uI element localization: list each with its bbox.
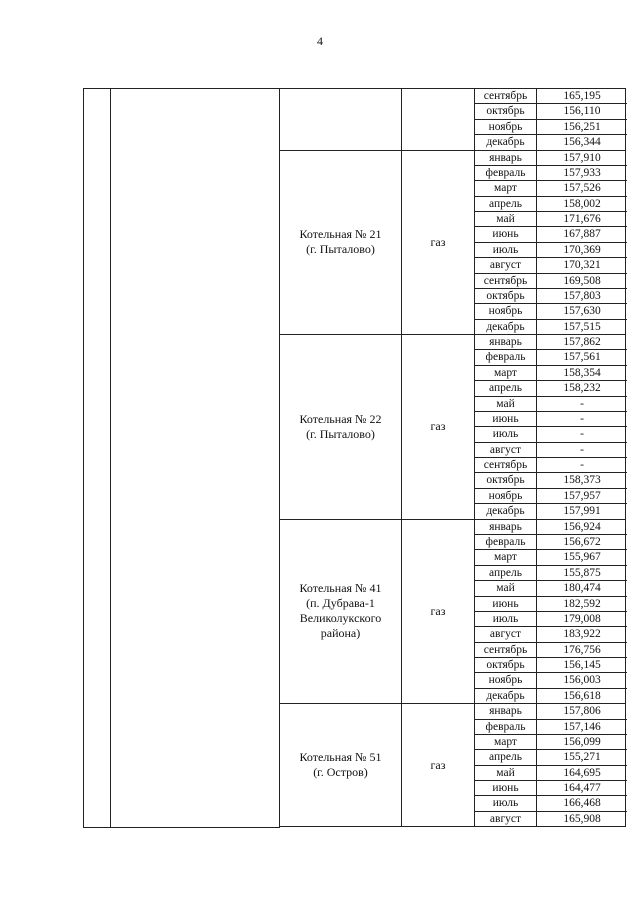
month-cell: март: [475, 181, 537, 195]
value-cell: 171,676: [563, 213, 601, 226]
boiler-name: Котельная № 22 (г. Пыталово): [280, 335, 402, 519]
table-row: [475, 489, 627, 504]
value-cell: 164,477: [563, 782, 601, 795]
month-cell: май: [475, 397, 537, 411]
table-row: [475, 274, 627, 289]
boiler-name: Котельная № 51 (г. Остров): [280, 704, 402, 826]
fuel-type: газ: [402, 335, 475, 519]
value-cell: 156,145: [563, 659, 601, 671]
value-cell: 155,271: [563, 751, 601, 764]
table-row: [475, 335, 627, 350]
month-cell: апрель: [475, 566, 537, 580]
value-cell: 158,232: [563, 382, 601, 395]
month-cell: ноябрь: [475, 120, 537, 134]
value-cell: 182,592: [563, 597, 601, 610]
table-row: [475, 212, 627, 227]
table-row: [475, 258, 627, 273]
month-cell: ноябрь: [475, 304, 537, 318]
value-cell: 156,344: [563, 136, 601, 149]
value-cell: 156,099: [563, 735, 601, 748]
monthly-rows: [475, 704, 627, 826]
month-cell: февраль: [475, 350, 537, 364]
table-row: [475, 781, 627, 796]
month-cell: август: [475, 443, 537, 457]
table-row: [475, 120, 627, 135]
table-row: [475, 720, 627, 735]
value-cell: 179,008: [563, 612, 601, 625]
month-cell: февраль: [475, 535, 537, 549]
month-cell: январь: [475, 151, 537, 165]
value-cell: -: [580, 443, 584, 456]
table-row: [475, 243, 627, 258]
table-row: [475, 151, 627, 166]
value-cell: 166,468: [563, 797, 601, 810]
table-row: [475, 412, 627, 427]
table-row: [475, 566, 627, 581]
value-cell: 157,933: [563, 166, 601, 179]
value-cell: 155,875: [563, 566, 601, 579]
month-cell: май: [475, 212, 537, 226]
table-row: [475, 366, 627, 381]
value-cell: 183,922: [563, 628, 601, 641]
value-cell: 180,474: [563, 582, 601, 595]
month-cell: май: [475, 766, 537, 780]
month-cell: август: [475, 627, 537, 641]
value-cell: 157,515: [563, 320, 601, 333]
monthly-rows: [475, 151, 627, 335]
month-cell: июль: [475, 796, 537, 810]
value-cell: 158,373: [563, 474, 601, 487]
table-row: [475, 796, 627, 811]
month-cell: сентябрь: [475, 274, 537, 288]
table-row: [475, 473, 627, 488]
value-cell: 176,756: [563, 643, 601, 656]
boiler-name: Котельная № 21 (г. Пыталово): [280, 151, 402, 335]
boiler-block: [279, 519, 626, 705]
value-cell: 156,251: [563, 120, 601, 133]
table-row: [475, 135, 627, 150]
table-row: [475, 766, 627, 781]
table-column-organization: [110, 88, 280, 828]
month-cell: январь: [475, 520, 537, 534]
month-cell: февраль: [475, 166, 537, 180]
value-cell: 157,526: [563, 182, 601, 195]
month-cell: апрель: [475, 750, 537, 764]
table-row: [475, 89, 627, 104]
fuel-type: [402, 89, 475, 150]
value-cell: 157,957: [563, 489, 601, 502]
table-row: [475, 397, 627, 412]
value-cell: 156,003: [563, 674, 601, 687]
month-cell: октябрь: [475, 473, 537, 487]
table-row: [475, 597, 627, 612]
month-cell: март: [475, 366, 537, 380]
month-cell: октябрь: [475, 289, 537, 303]
boiler-block: [279, 88, 626, 151]
monthly-rows: [475, 520, 627, 704]
fuel-type: газ: [402, 704, 475, 826]
table-row: [475, 673, 627, 688]
table-row: [475, 704, 627, 719]
month-cell: декабрь: [475, 689, 537, 704]
table-row: [475, 581, 627, 596]
table-row: [475, 612, 627, 627]
month-cell: июнь: [475, 412, 537, 426]
table-row: [475, 320, 627, 335]
month-cell: апрель: [475, 381, 537, 395]
month-cell: сентябрь: [475, 89, 537, 103]
table-row: [475, 812, 627, 827]
month-cell: декабрь: [475, 504, 537, 519]
value-cell: -: [580, 397, 584, 410]
value-cell: 157,806: [563, 705, 601, 718]
value-cell: 164,695: [563, 766, 601, 779]
month-cell: декабрь: [475, 320, 537, 335]
month-cell: сентябрь: [475, 458, 537, 472]
table-row: [475, 535, 627, 550]
table-row: [475, 181, 627, 196]
table-row: [475, 289, 627, 304]
table-row: [475, 520, 627, 535]
value-cell: 157,630: [563, 305, 601, 318]
value-cell: 158,354: [563, 366, 601, 379]
page-number: 4: [317, 34, 323, 48]
fuel-type: газ: [402, 520, 475, 704]
month-cell: сентябрь: [475, 643, 537, 657]
table-row: [475, 735, 627, 750]
month-cell: май: [475, 581, 537, 595]
value-cell: 158,002: [563, 197, 601, 210]
table-row: [475, 504, 627, 519]
value-cell: -: [580, 459, 584, 472]
boiler-block: [279, 150, 626, 336]
table-row: [475, 197, 627, 212]
boiler-name: Котельная № 41 (п. Дубрава-1 Великолукского района): [280, 520, 402, 704]
table-row: [475, 443, 627, 458]
month-cell: август: [475, 812, 537, 827]
month-cell: июль: [475, 427, 537, 441]
month-cell: июнь: [475, 781, 537, 795]
month-cell: октябрь: [475, 658, 537, 672]
table-row: [475, 658, 627, 673]
month-cell: август: [475, 258, 537, 272]
table-row: [475, 750, 627, 765]
table-row: [475, 350, 627, 365]
month-cell: декабрь: [475, 135, 537, 150]
month-cell: апрель: [475, 197, 537, 211]
month-cell: март: [475, 735, 537, 749]
value-cell: 170,369: [563, 243, 601, 256]
month-cell: ноябрь: [475, 673, 537, 687]
month-cell: январь: [475, 335, 537, 349]
value-cell: 156,924: [563, 520, 601, 533]
table-row: [475, 304, 627, 319]
value-cell: 169,508: [563, 274, 601, 287]
monthly-rows: [475, 335, 627, 519]
table-row: [475, 227, 627, 242]
value-cell: -: [580, 412, 584, 425]
value-cell: 157,803: [563, 289, 601, 302]
value-cell: 156,672: [563, 536, 601, 548]
table-row: [475, 550, 627, 565]
month-cell: февраль: [475, 720, 537, 734]
value-cell: 156,618: [563, 689, 601, 702]
value-cell: 157,991: [563, 505, 601, 518]
table-row: [475, 689, 627, 704]
boiler-name: [280, 89, 402, 150]
value-cell: 157,561: [563, 351, 601, 364]
month-cell: март: [475, 550, 537, 564]
value-cell: 156,110: [563, 105, 601, 118]
table-row: [475, 166, 627, 181]
value-cell: 157,862: [563, 336, 601, 349]
month-cell: июнь: [475, 227, 537, 241]
fuel-type: газ: [402, 151, 475, 335]
value-cell: 170,321: [563, 259, 601, 272]
table-row: [475, 427, 627, 442]
value-cell: 167,887: [563, 228, 601, 241]
table-row: [475, 643, 627, 658]
month-cell: июль: [475, 612, 537, 626]
table-column-index: [83, 88, 111, 828]
month-cell: июль: [475, 243, 537, 257]
month-cell: ноябрь: [475, 489, 537, 503]
tariff-table: [83, 88, 626, 828]
table-row: [475, 381, 627, 396]
month-cell: июнь: [475, 597, 537, 611]
boiler-block: [279, 703, 626, 827]
boiler-block: [279, 334, 626, 520]
value-cell: 157,910: [563, 151, 601, 164]
table-row: [475, 104, 627, 119]
value-cell: 165,908: [563, 812, 601, 825]
value-cell: 157,146: [563, 720, 601, 733]
table-row: [475, 627, 627, 642]
month-cell: январь: [475, 704, 537, 718]
value-cell: 165,195: [563, 90, 601, 102]
monthly-rows: [475, 89, 627, 150]
table-row: [475, 458, 627, 473]
month-cell: октябрь: [475, 104, 537, 118]
value-cell: 155,967: [563, 551, 601, 564]
value-cell: -: [580, 428, 584, 441]
